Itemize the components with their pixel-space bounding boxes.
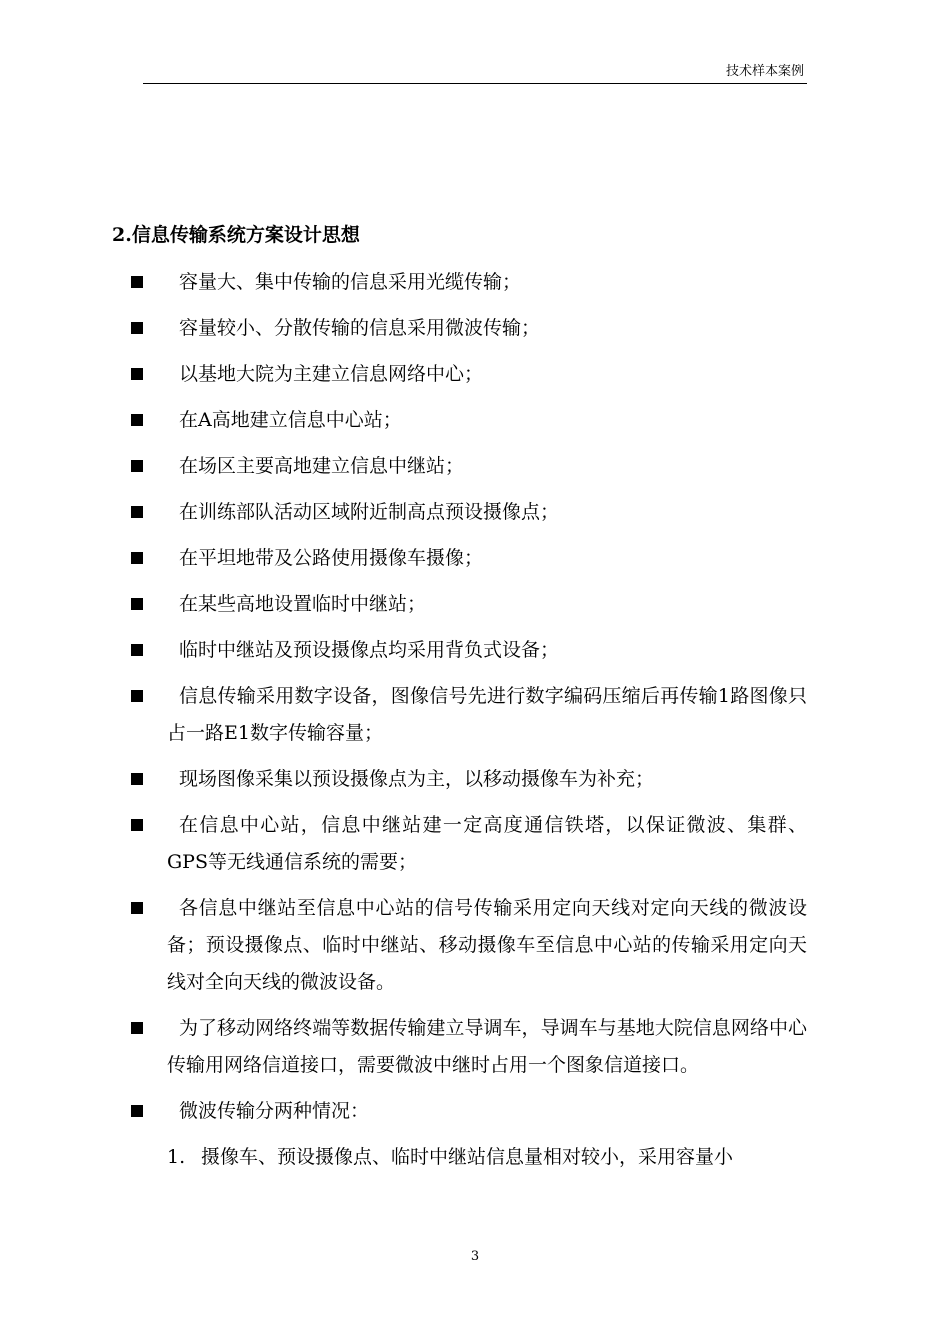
bullet-item: 在训练部队活动区域附近制高点预设摄像点； <box>167 494 807 531</box>
square-bullet-icon <box>131 1022 143 1034</box>
square-bullet-icon <box>131 276 143 288</box>
bullet-item: 为了移动网络终端等数据传输建立导调车，导调车与基地大院信息网络中心传输用网络信道接口，需要微波中继时占用一个图象信道接口。 <box>167 1010 807 1084</box>
numbered-item-text: 摄像车、预设摄像点、临时中继站信息量相对较小，采用容量小 <box>201 1146 734 1168</box>
square-bullet-icon <box>131 460 143 472</box>
square-bullet-icon <box>131 644 143 656</box>
bullet-item: 微波传输分两种情况： <box>167 1093 807 1130</box>
bullet-item: 在A高地建立信息中心站； <box>167 402 807 439</box>
square-bullet-icon <box>131 598 143 610</box>
square-bullet-icon <box>131 552 143 564</box>
bullet-item: 现场图像采集以预设摄像点为主，以移动摄像车为补充； <box>167 761 807 798</box>
bullet-item: 容量大、集中传输的信息采用光缆传输； <box>167 264 807 301</box>
bullet-item: 各信息中继站至信息中心站的信号传输采用定向天线对定向天线的微波设备；预设摄像点、临时中继站、移动摄像车至信息中心站的传输采用定向天线对全向天线的微波设备。 <box>167 890 807 1001</box>
running-header: 技术样本案例 <box>725 64 804 79</box>
square-bullet-icon <box>131 819 143 831</box>
bullet-item: 在场区主要高地建立信息中继站； <box>167 448 807 485</box>
square-bullet-icon <box>131 1105 143 1117</box>
page-number: 3 <box>470 1249 480 1264</box>
numbered-item-label: 1. <box>167 1146 186 1168</box>
square-bullet-icon <box>131 690 143 702</box>
bullet-list <box>0 264 807 1176</box>
square-bullet-icon <box>131 368 143 380</box>
bullet-item: 信息传输采用数字设备，图像信号先进行数字编码压缩后再传输1路图像只占一路E1数字传输容量； <box>167 678 807 752</box>
square-bullet-icon <box>131 322 143 334</box>
bullet-item: 以基地大院为主建立信息网络中心； <box>167 356 807 393</box>
bullet-item: 在某些高地设置临时中继站； <box>167 586 807 623</box>
square-bullet-icon <box>131 506 143 518</box>
bullet-item: 在信息中心站，信息中继站建一定高度通信铁塔，以保证微波、集群、GPS等无线通信系统的需要； <box>167 807 807 881</box>
square-bullet-icon <box>131 902 143 914</box>
header-rule <box>143 83 807 84</box>
bullet-item: 临时中继站及预设摄像点均采用背负式设备； <box>167 632 807 669</box>
bullet-item: 容量较小、分散传输的信息采用微波传输； <box>167 310 807 347</box>
square-bullet-icon <box>131 773 143 785</box>
numbered-item <box>167 1139 807 1176</box>
square-bullet-icon <box>131 414 143 426</box>
section-title: 2.信息传输系统方案设计思想 <box>112 224 360 246</box>
bullet-item: 在平坦地带及公路使用摄像车摄像； <box>167 540 807 577</box>
